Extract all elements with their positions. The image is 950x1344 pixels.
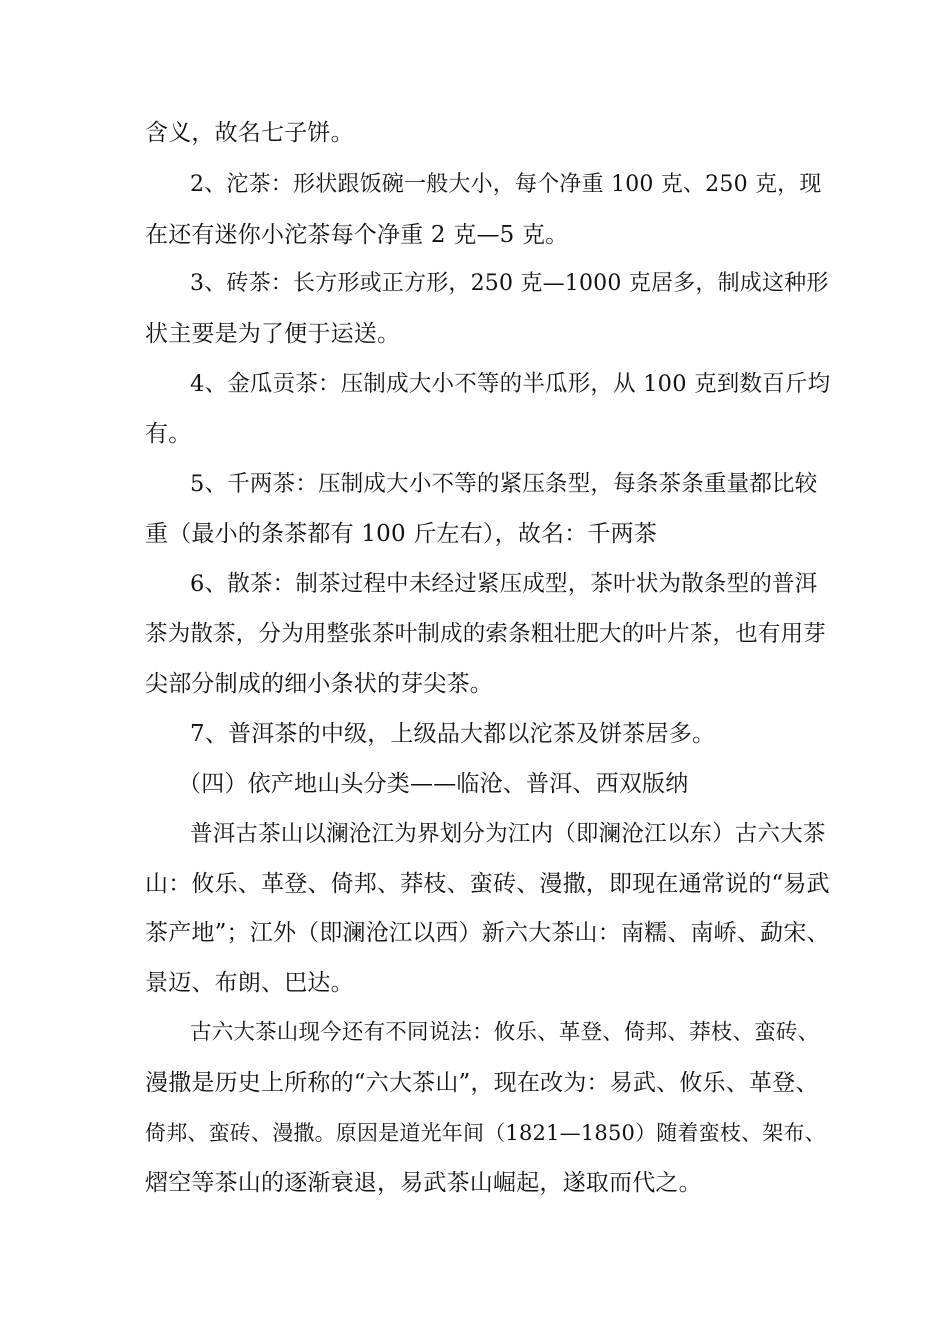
text-line-18: 景迈、布朗、巴达。 <box>145 970 354 996</box>
text-line-17: 茶产地”；江外（即澜沧江以西）新六大茶山：南糯、南峤、勐宋、 <box>145 920 830 946</box>
text-line-10: 6、散茶：制茶过程中未经过紧压成型，茶叶状为散条型的普洱 <box>190 571 818 597</box>
text-line-21: 倚邦、蛮砖、漫撒。原因是道光年间（1821—1850）随着蛮枝、架布、 <box>145 1121 826 1145</box>
text-line-11: 茶为散茶，分为用整张茶叶制成的索条粗壮肥大的叶片茶，也有用芽 <box>145 621 827 647</box>
text-line-4: 3、砖茶：长方形或正方形，250 克—1000 克居多，制成这种形 <box>190 271 829 296</box>
text-line-3: 在还有迷你小沱茶每个净重 2 克—5 克。 <box>145 222 569 248</box>
text-line-22: 熠空等茶山的逐渐衰退，易武茶山崛起，遂取而代之。 <box>145 1170 702 1196</box>
text-line-6: 4、金瓜贡茶：压制成大小不等的半瓜形，从 100 克到数百斤均 <box>190 371 831 397</box>
text-line-19: 古六大茶山现今还有不同说法：攸乐、革登、倚邦、莽枝、蛮砖、 <box>190 1020 820 1045</box>
text-line-15: 普洱古茶山以澜沧江为界划分为江内（即澜沧江以东）古六大茶 <box>190 821 826 847</box>
text-line-9: 重（最小的条茶都有 100 斤左右），故名：千两茶 <box>145 521 658 547</box>
text-line-12: 尖部分制成的细小条状的芽尖茶。 <box>145 671 493 697</box>
text-line-7: 有。 <box>145 421 192 447</box>
text-line-20: 漫撒是历史上所称的“六大茶山”，现在改为：易武、攸乐、革登、 <box>145 1070 819 1096</box>
text-line-2: 2、沱茶：形状跟饭碗一般大小，每个净重 100 克、250 克，现 <box>190 172 822 197</box>
text-line-1: 含义，故名七子饼。 <box>145 120 354 146</box>
text-line-16: 山：攸乐、革登、倚邦、莽枝、蛮砖、漫撒，即现在通常说的“易武 <box>145 871 830 897</box>
section-heading: （四）依产地山头分类——临沧、普洱、西双版纳 <box>178 771 689 797</box>
text-line-8: 5、千两茶：压制成大小不等的紧压条型，每条茶条重量都比较 <box>190 471 818 497</box>
text-line-13: 7、普洱茶的中级，上级品大都以沱茶及饼茶居多。 <box>190 721 716 747</box>
text-line-5: 状主要是为了便于运送。 <box>145 321 401 347</box>
